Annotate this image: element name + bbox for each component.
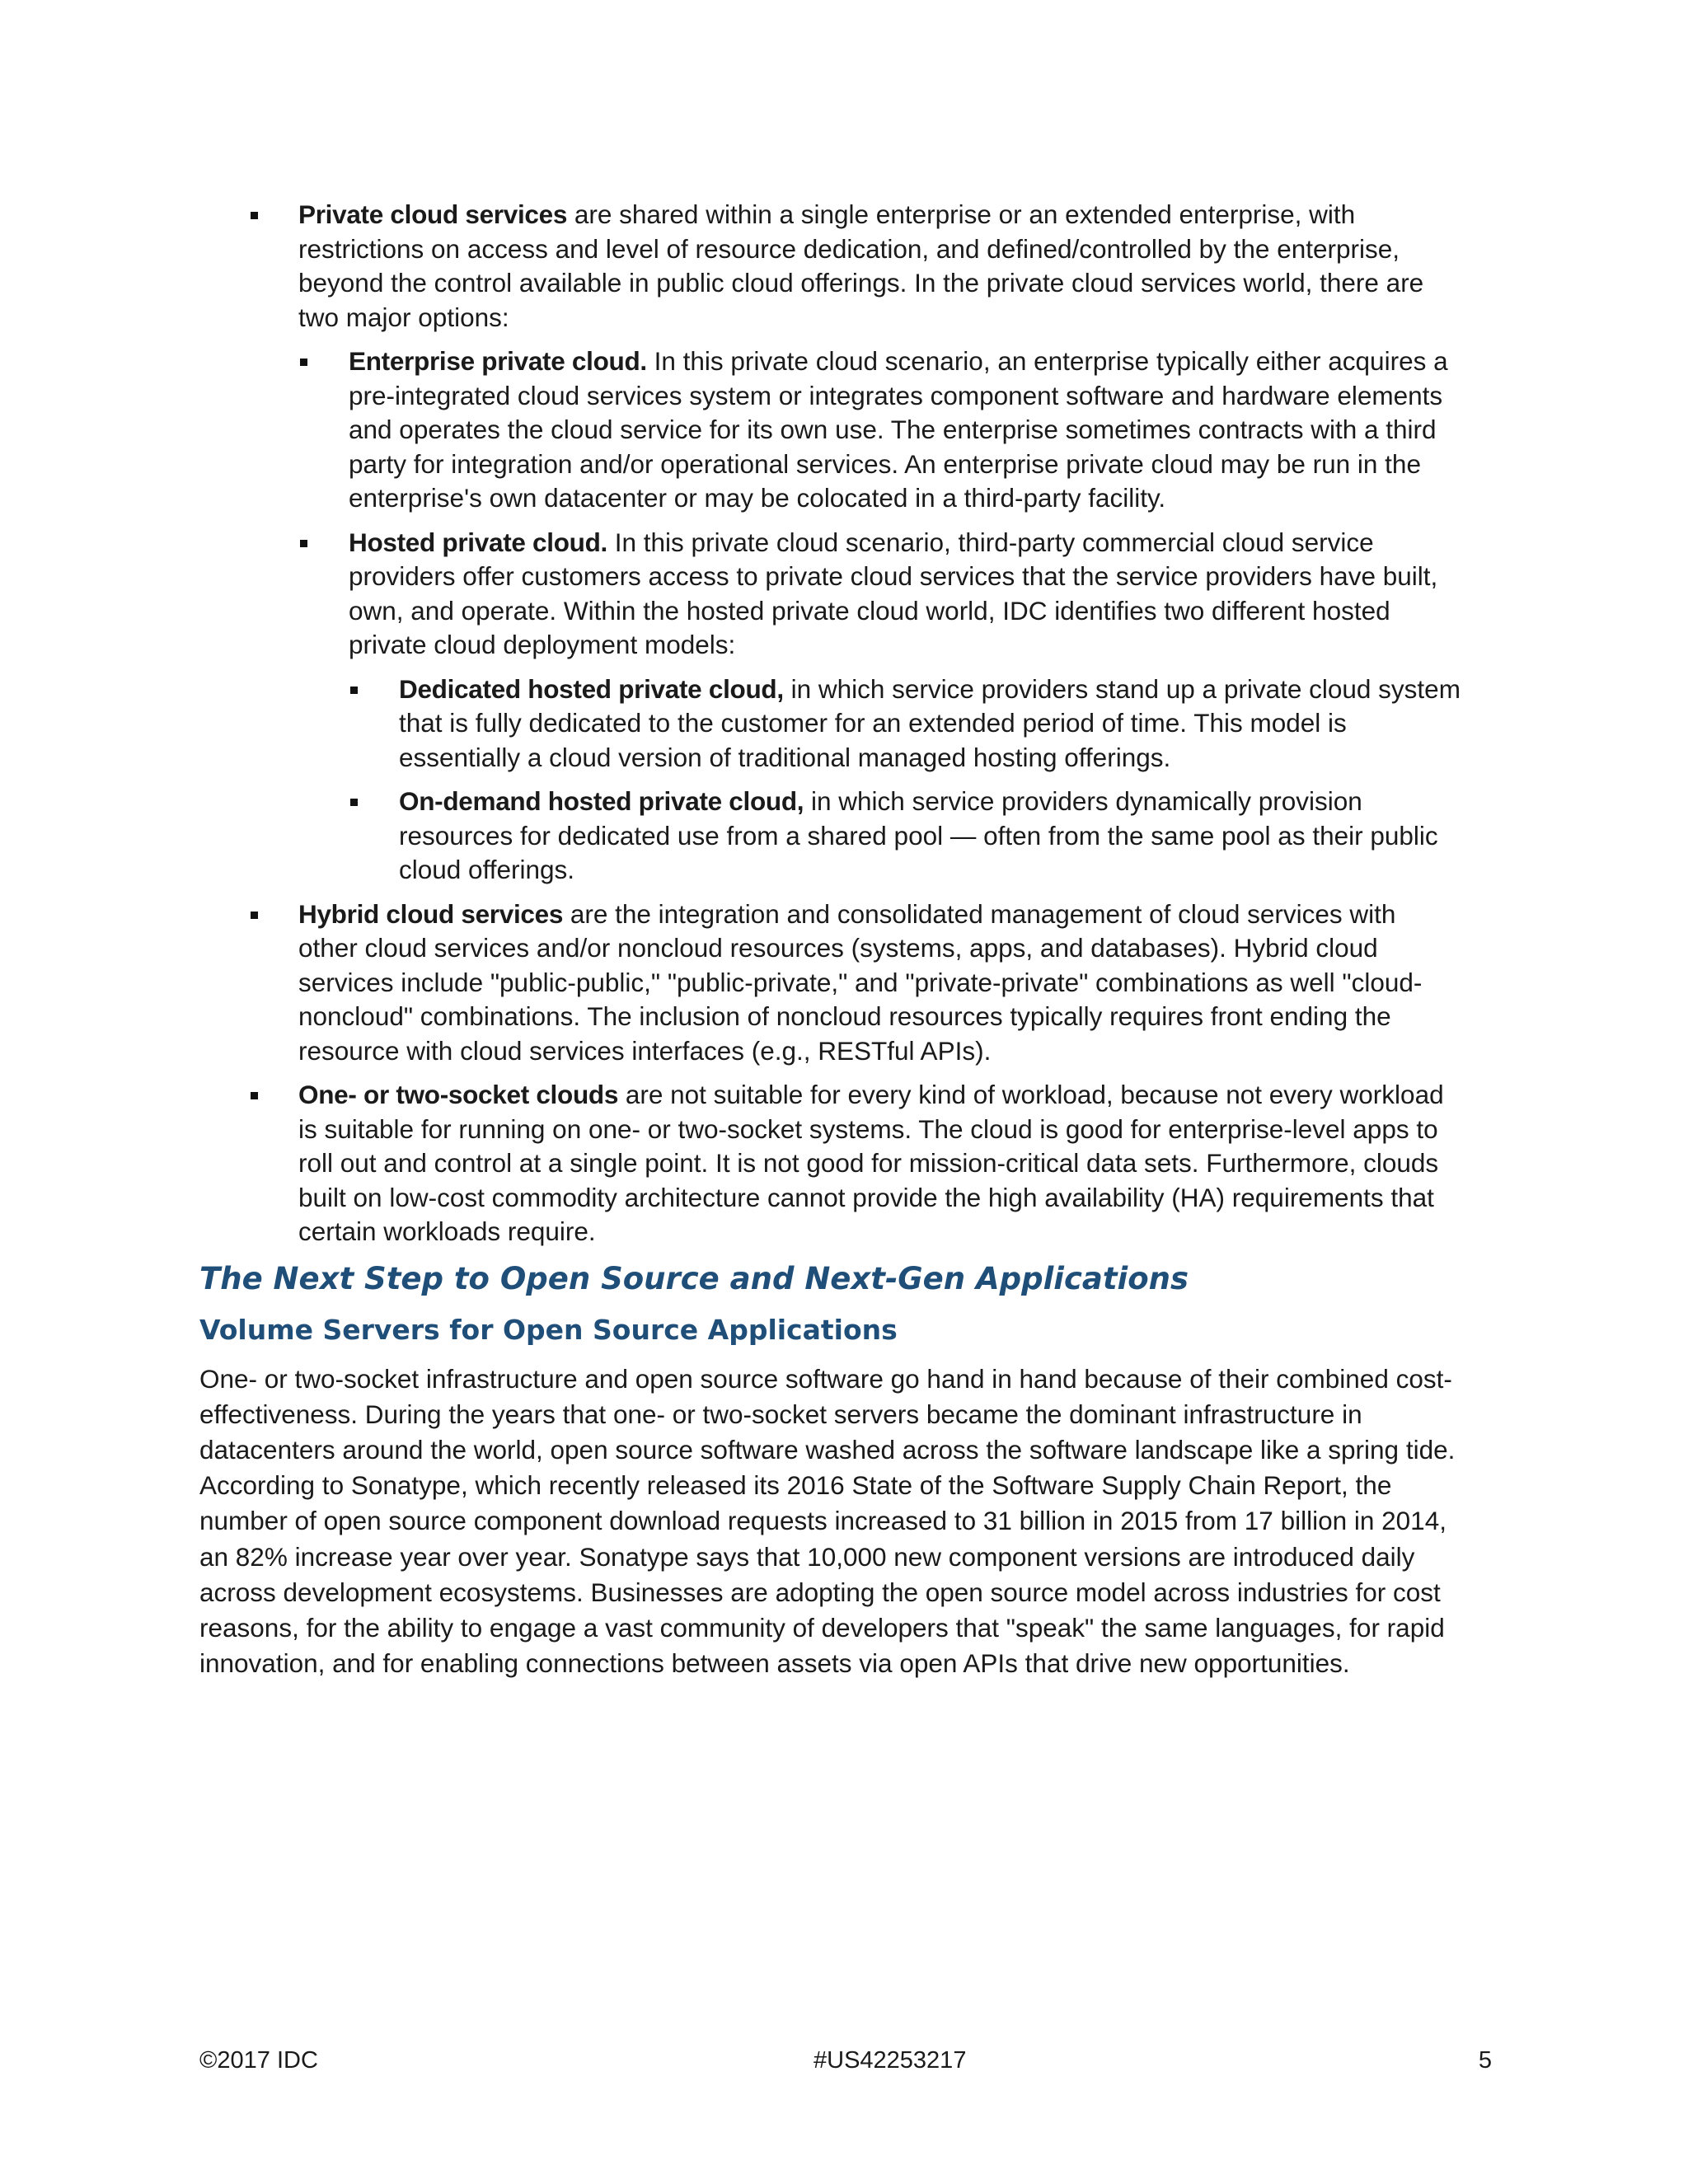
list-item-hybrid-cloud (199, 898, 1461, 1069)
term-socket-clouds: One- or two-socket clouds (298, 1080, 619, 1109)
section-subheading: Volume Servers for Open Source Applications (199, 1313, 898, 1346)
term-enterprise-private-cloud: Enterprise private cloud. (349, 346, 647, 376)
cloud-types-list (199, 198, 1461, 1249)
desc-ondemand-hosted-private-cloud: in which service providers dynamically provision resources for dedicated use from a shared pool — often from the same pool as their public cloud offerings. (399, 786, 1438, 884)
bullet-square-icon (251, 212, 258, 219)
footer-copyright: ©2017 IDC (199, 2047, 318, 2074)
desc-private-cloud-services: are shared within a single enterprise or an extended enterprise, with restrictions on access and level of resource dedication, and defined/controlled by the enterprise, beyond the control available in public cloud offerings. In the private cloud services world, there are two major options: (298, 199, 1424, 332)
desc-enterprise-private-cloud: In this private cloud scenario, an enterprise typically either acquires a pre-integrated cloud services system or integrates component software and hardware elements and operates the cloud service for its own use. The enterprise sometimes contracts with a third party for integration and/or operational services. An enterprise private cloud may be run in the enterprise's own datacenter or may be colocated in a third-party facility. (349, 346, 1448, 513)
bullet-square-icon (251, 912, 258, 919)
list-item-socket-clouds (199, 1078, 1461, 1249)
term-hosted-private-cloud: Hosted private cloud. (349, 527, 608, 557)
bullet-square-icon (350, 687, 358, 694)
bullet-square-icon (300, 359, 307, 366)
term-ondemand-hosted-private-cloud: On-demand hosted private cloud, (399, 786, 804, 816)
body-paragraph: One- or two-socket infrastructure and open source software go hand in hand because of their combined cost-effectiveness. During the years that one- or two-socket servers became the dominant infrastructure in datacenters around the world, open source software washed across the software landscape like a spring tide. According to Sonatype, which recently released its 2016 State of the Software Supply Chain Report, the number of open source component download requests increased to 31 billion in 2015 from 17 billion in 2014, an 82% increase year over year. Sonatype says that 10,000 new component versions are introduced daily across development ecosystems. Businesses are adopting the open source model across industries for cost reasons, for the ability to engage a vast community of developers that "speak" the same languages, for rapid innovation, and for enabling connections between assets via open APIs that drive new opportunities. (199, 1363, 1456, 1679)
list-item-ondemand-hosted (349, 785, 1461, 888)
section-heading: The Next Step to Open Source and Next-Gen Applications (199, 1260, 1189, 1296)
bullet-square-icon (350, 799, 358, 806)
term-hybrid-cloud-services: Hybrid cloud services (298, 898, 564, 929)
list-item-dedicated-hosted (349, 673, 1461, 776)
list-item-hosted-private-cloud (298, 526, 1461, 888)
bullet-square-icon (251, 1092, 258, 1099)
page-footer (199, 2044, 1492, 2077)
desc-hosted-private-cloud: In this private cloud scenario, third-party commercial cloud service providers offer customers access to private cloud services that the service providers have built, own, and operate. Within the hosted private cloud world, IDC identifies two different hosted private cloud deployment models: (349, 527, 1438, 659)
term-private-cloud-services: Private cloud services (298, 199, 568, 229)
desc-dedicated-hosted-private-cloud: in which service providers stand up a private cloud system that is fully dedicated to the customer for an extended period of time. This model is essentially a cloud version of traditional managed hosting offerings. (399, 673, 1461, 772)
term-dedicated-hosted-private-cloud: Dedicated hosted private cloud, (399, 673, 784, 704)
footer-document-id: #US42253217 (814, 2047, 967, 2074)
list-item-enterprise-private-cloud (298, 344, 1461, 516)
desc-socket-clouds: are not suitable for every kind of workload, because not every workload is suitable for running on one- or two-socket systems. The cloud is good for enterprise-level apps to roll out and control at a single point. It is not good for mission-critical data sets. Furthermore, clouds built on low-cost commodity architecture cannot provide the high availability (HA) requirements that certain workloads require. (298, 1080, 1444, 1246)
list-item-private-cloud (199, 198, 1461, 888)
desc-hybrid-cloud-services: are the integration and consolidated management of cloud services with other cloud services and/or noncloud resources (systems, apps, and databases). Hybrid cloud services include "public-public," "public-private," and "private-private" combinations as well "cloud-noncloud" combinations. The inclusion of noncloud resources typically requires front ending the resource with cloud services interfaces (e.g., RESTful APIs). (298, 898, 1423, 1066)
bullet-square-icon (300, 540, 307, 547)
hosted-models-list (349, 673, 1461, 888)
private-cloud-options-list (298, 344, 1461, 888)
footer-page-number: 5 (1478, 2047, 1492, 2074)
page-content (199, 198, 1461, 1681)
